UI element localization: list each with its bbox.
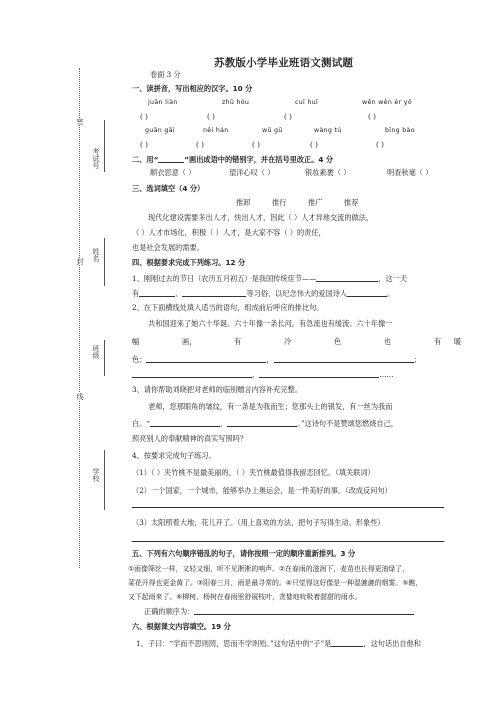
q4-1-text-f: 。 <box>387 289 395 298</box>
s5-text-1: ①雨像筛丝一样，又轻又细，听不见淅淅的响声。②在春雨的滋润下，麦苗也长得更油绿了， <box>128 565 410 573</box>
pinyin-2: zhū hóu <box>222 99 250 106</box>
q4-1-text-e: 等习俗，以纪念伟大的爱国诗人 <box>246 289 348 298</box>
score-label: 卷面 3 分 <box>150 70 181 79</box>
q4-1-text-b: ，这一天 <box>378 274 408 283</box>
section-4-heading: 四、根据要求完成下列练习。12 分 <box>132 258 246 267</box>
section-3-heading: 三、选词填空（4 分） <box>132 184 205 193</box>
q4-1-line2 <box>132 288 394 299</box>
answer-line-2[interactable] <box>132 541 444 542</box>
q4-3-text1: 老师，您那眼角的皱纹，有一条是为我而生；您那头上的银发，有一丝为我而 <box>148 402 393 411</box>
section-2-heading-b: ”画出成语中的错别字，并在括号里改正。4 分 <box>184 155 334 164</box>
class-line <box>104 340 105 376</box>
parallel-blank-4[interactable] <box>259 369 379 378</box>
idiom-1[interactable]: 顺衣思意（ ） <box>150 168 196 177</box>
seal-char-1: 密 <box>76 118 84 125</box>
school-label: 学校 <box>92 468 100 482</box>
q4-4-1: （1）（ ）夹竹桃不是最美丽的，（ ）夹竹桃最值得我留恋回忆。（填关联词） <box>132 468 375 477</box>
word-2: 推行 <box>272 198 287 207</box>
exam-no-label: 考试号 <box>92 148 100 169</box>
s3-line-3: 也是社会发展的需要。 <box>132 243 204 252</box>
underline-sample <box>158 154 184 163</box>
word-3: 推广 <box>308 198 323 207</box>
parallel-blank-2[interactable] <box>274 354 414 363</box>
q6-1-text-b: ，这句话出自他和 <box>363 639 421 648</box>
q4-3-text2-b: ， <box>220 419 228 428</box>
q4-1-text-a: 1、刚刚过去的节日（农历五月初五）是我国传统佳节—— <box>132 274 317 283</box>
q4-3-text2-a: 白。“ <box>132 419 151 428</box>
q4-2-text1: 共和国迎来了她六十华诞。六十年像一条长河，有急流也有缓流；六十年像一 <box>148 319 393 328</box>
pinyin-9: bīng bào <box>385 127 415 134</box>
answer-box-8[interactable]: ( ) <box>310 140 318 149</box>
q4-2-word-3: 有 <box>234 337 242 346</box>
pinyin-3: cuī huǐ <box>295 99 319 106</box>
page-title: 苏教版小学毕业班语文测试题 <box>214 57 354 69</box>
q4-4-2: （2）一个国家，一个城市，能够举办上奥运会，是一件美好的事。（改成反问句） <box>132 486 392 495</box>
q4-4: 4、按要求完成句子练习。 <box>132 451 216 460</box>
pinyin-1: juān liàn <box>148 99 178 106</box>
idiom-2[interactable]: 望洋心叹（ ） <box>229 168 275 177</box>
poem-blank-1[interactable] <box>150 418 220 427</box>
s5-answer-label: 正确的顺序为： <box>144 607 195 616</box>
seal-char-2: 封 <box>76 258 84 265</box>
confucius-blank[interactable] <box>331 638 363 647</box>
pinyin-5: guān gāi <box>145 127 175 134</box>
q4-4-3: （3）太阳照着大地，花儿开了。（用上喜欢的方法，把句子写得生动、形象些） <box>132 518 385 527</box>
q4-2-word-7: 有 <box>434 337 442 346</box>
answer-box-5[interactable]: ( ) <box>140 140 148 149</box>
q4-1-line1 <box>132 273 407 284</box>
section-1-heading: 一、读拼音，写出相应的汉字。10 分 <box>132 84 253 93</box>
parallel-blank-1[interactable] <box>146 354 266 363</box>
q4-2-text3 <box>132 354 421 365</box>
pinyin-4: wěn wěn ér yǒ <box>362 99 412 106</box>
idiom-3[interactable]: 银妆素裹（ ） <box>305 168 351 177</box>
s5-text-3: 又下起雨来了。⑥柳树、杨树在春雨里舒展枝叶，贪婪地吮吸着甜甜的雨水。 <box>128 593 362 601</box>
q4-2-word-5: 色 <box>334 337 342 346</box>
answer-box-9[interactable]: ( ) <box>376 140 384 149</box>
answer-box-7[interactable]: ( ) <box>252 140 260 149</box>
poem-blank-2[interactable] <box>227 418 297 427</box>
order-answer-blank[interactable] <box>194 606 414 615</box>
seal-dotted-line <box>79 68 80 568</box>
q4-2-text3-b: ， <box>266 355 274 364</box>
section-2-heading <box>132 154 333 165</box>
s5-answer <box>144 606 414 617</box>
q4-2-word-8: 暖 <box>454 337 462 346</box>
q4-1-text-d: 、 <box>175 289 183 298</box>
exam-no-line <box>104 120 105 172</box>
pinyin-6: něi hán <box>203 127 229 134</box>
q4-2-text4-a: ， <box>252 370 260 379</box>
q4-2-text4-b: …… <box>379 370 394 379</box>
q4-2-text4 <box>132 369 394 380</box>
section-6-heading: 六、根据课文内容填空。19 分 <box>132 622 231 631</box>
q4-3: 3、请你帮助刘晓把对老师的临别赠言内容补充完整。 <box>132 385 302 394</box>
q4-2-word-1: 幅 <box>132 337 140 346</box>
binding-strip <box>74 68 86 568</box>
poet-blank[interactable] <box>347 288 387 297</box>
parallel-blank-3[interactable] <box>132 369 252 378</box>
seal-char-3: 线 <box>76 393 84 400</box>
section-2-heading-a: 二、用“ <box>132 155 159 164</box>
q4-2-word-4: 冷 <box>284 337 292 346</box>
s3-line-2: （ ）人才市场化，积极（ ）人才，是大家不容（ ）的责任， <box>132 228 326 237</box>
answer-box-1[interactable]: ( ) <box>140 112 148 121</box>
section-5-heading: 五、下列有六句顺序错乱的句子，请你按照一定的顺序重新排列。3 分 <box>132 549 356 558</box>
answer-box-3[interactable]: ( ) <box>284 112 292 121</box>
q4-3-text2 <box>132 418 398 429</box>
class-label: 班级 <box>92 345 100 359</box>
q4-3-text2-c: 。”这诗句不是赞颂您燃烧自己， <box>297 419 398 428</box>
custom-blank-2[interactable] <box>182 288 246 297</box>
q4-2-text3-a: 色； <box>132 355 147 364</box>
custom-blank-1[interactable] <box>139 288 175 297</box>
q4-2: 2、在下面横线处填入适当的语句，组成前后呼应的排比句。 <box>132 303 324 312</box>
q4-2-word-2: 画， <box>182 337 197 346</box>
answer-line-1[interactable] <box>132 507 444 508</box>
school-line <box>104 450 105 510</box>
q4-2-word-6: 也 <box>384 337 392 346</box>
pinyin-7: wǔ gū <box>262 127 283 134</box>
s5-text-2: 菜花开得也更金黄了。③阳春三月，雨是最寻常的。④只觉得这好像是一种湿漉漉的烟雾。⑤瞧， <box>128 579 423 587</box>
q4-1-text-c: 有 <box>132 289 140 298</box>
answer-box-4[interactable]: ( ) <box>368 112 376 121</box>
q4-3-text3: 照亮别人的奉献精神的真实写照吗？ <box>132 434 248 443</box>
word-4: 推荐 <box>344 198 359 207</box>
word-1: 推卸 <box>236 198 251 207</box>
s3-line-1: 现代化建设需要多出人才，快出人才，因此（ ）人才异地交流的做法， <box>148 213 374 222</box>
answer-box-6[interactable]: ( ) <box>196 140 204 149</box>
q6-1-text-a: 1、子曰：“学而不思则罔，思而不学则殆。”这句话中的“子”是 <box>136 639 332 648</box>
answer-box-2[interactable]: ( ) <box>207 112 215 121</box>
q6-1 <box>136 638 421 649</box>
idiom-4[interactable]: 明查秋毫（ ） <box>387 168 433 177</box>
name-label: 姓名 <box>92 248 100 262</box>
q4-2-text3-c: ； <box>413 355 421 364</box>
name-line <box>104 238 105 286</box>
pinyin-8: wàng tú <box>314 127 342 134</box>
festival-blank[interactable] <box>316 273 378 282</box>
